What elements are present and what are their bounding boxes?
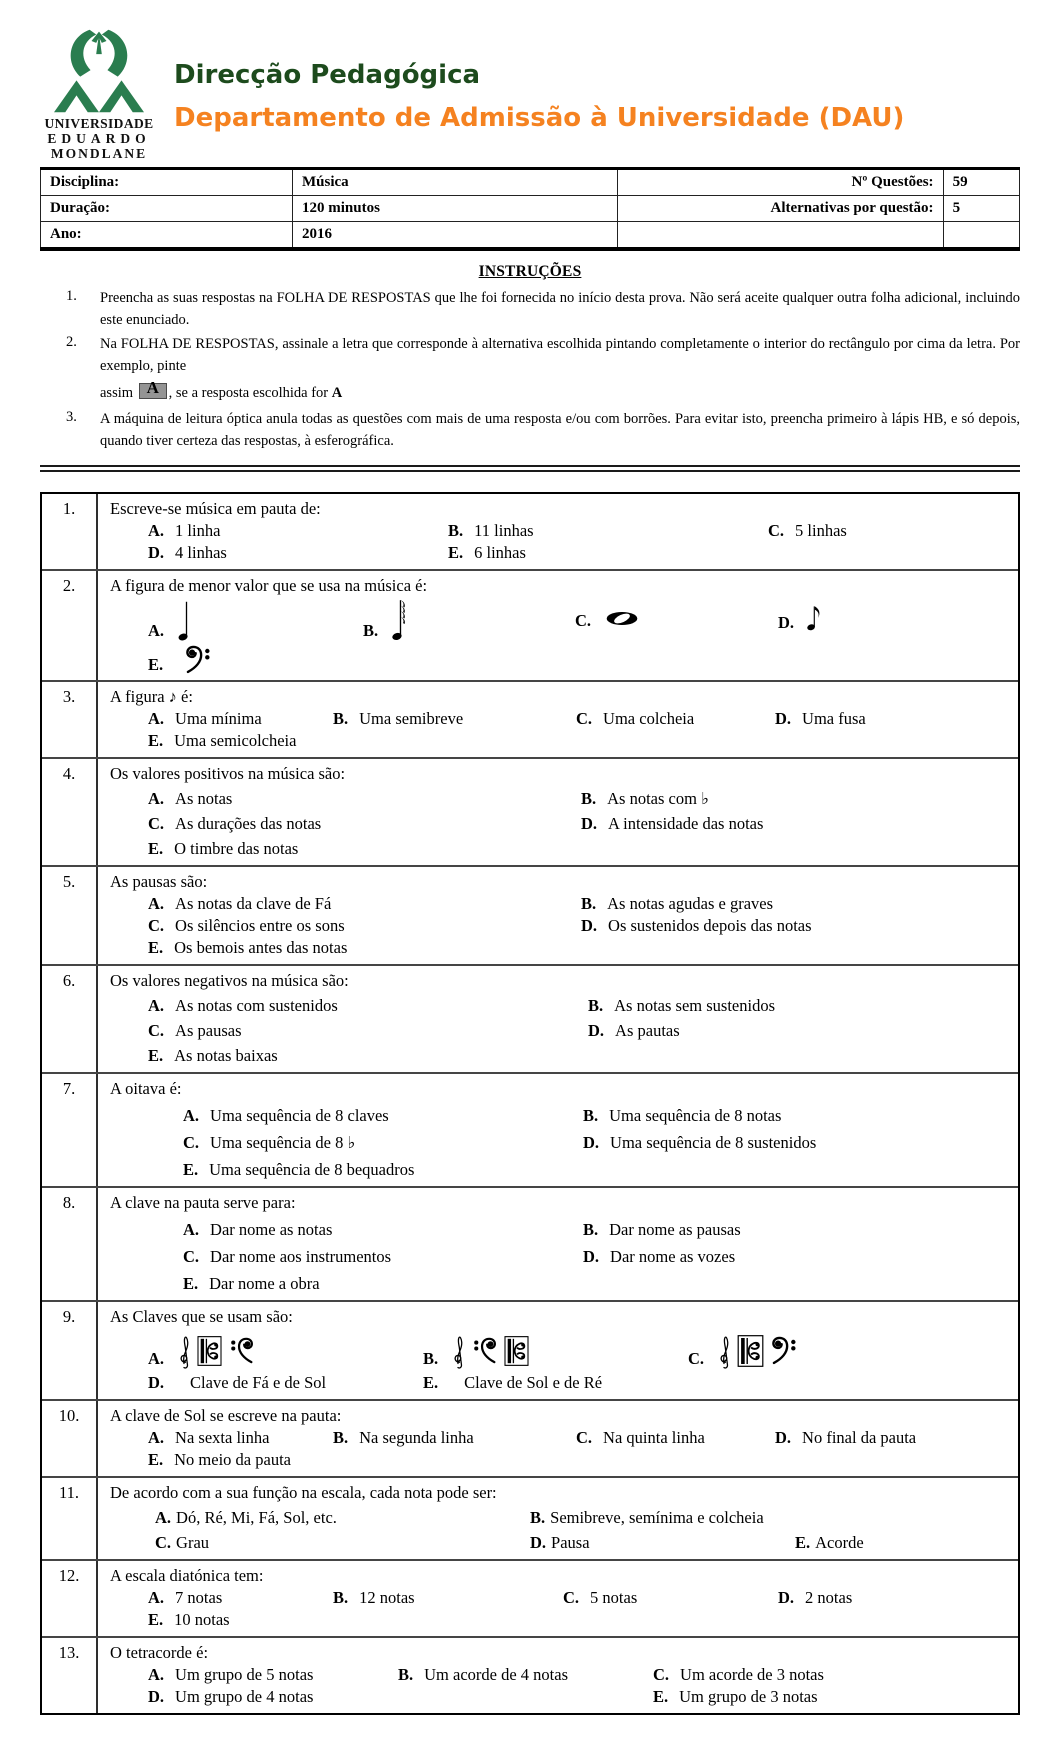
option: E. Os bemois antes das notas [148, 937, 348, 957]
option: C. Uma colcheia [576, 708, 695, 728]
question-row [42, 1478, 1018, 1561]
option: B. As notas sem sustenidos [588, 995, 776, 1015]
option: E. Clave de Sol e de Ré [423, 1372, 603, 1392]
option: A. Na sexta linha [148, 1427, 270, 1447]
alternativas-value: 5 [943, 196, 1019, 222]
reversed-bass-clef-icon [228, 1337, 255, 1365]
filled-answer-box-icon: A [139, 383, 167, 399]
option: D. Pausa [530, 1532, 590, 1552]
option: E. Acorde [795, 1532, 864, 1552]
option: E. 6 linhas [448, 542, 526, 562]
header [40, 26, 1020, 161]
instruction-item [40, 334, 1020, 407]
instruction-example-line [100, 378, 1020, 405]
question-row [42, 682, 1018, 759]
option: B. Um acorde de 4 notas [398, 1664, 569, 1684]
option: D. Um grupo de 4 notas [148, 1686, 314, 1706]
instruction-text [100, 334, 1020, 407]
direccao-pedagogica-title: Direcção Pedagógica [174, 60, 481, 90]
instruction-number: 1. [66, 288, 77, 305]
question-prompt: O tetracorde é: [110, 1642, 209, 1662]
question-prompt: A clave na pauta serve para: [110, 1192, 296, 1212]
disciplina-value: Música [292, 169, 617, 196]
option: E. Uma semicolcheia [148, 730, 297, 750]
instructions-title: INSTRUÇÕES [478, 263, 582, 281]
question-number: 2. [42, 571, 98, 680]
question-number: 7. [42, 1074, 98, 1186]
question-row [42, 1074, 1018, 1188]
option: C. [688, 1333, 1010, 1369]
option: A. Uma mínima [148, 708, 262, 728]
exam-info-table [40, 167, 1020, 251]
question-number: 5. [42, 867, 98, 964]
option: D. A intensidade das notas [581, 813, 764, 833]
option: C. As durações das notas [148, 813, 322, 833]
question-prompt: Escreve-se música em pauta de: [110, 498, 321, 518]
empty-cell [943, 222, 1019, 250]
uem-emblem-icon [51, 26, 147, 116]
alto-clef-icon [737, 1335, 764, 1367]
logo-line-1: UNIVERSIDADE [44, 116, 154, 131]
quarter-note-icon [176, 601, 192, 641]
duracao-label: Duração: [41, 196, 293, 222]
option: C. 5 notas [563, 1587, 638, 1607]
option: D. Uma fusa [775, 708, 866, 728]
treble-clef-icon [452, 1333, 465, 1369]
option: A. As notas da clave de Fá [148, 893, 332, 913]
option: D. No final da pauta [775, 1427, 917, 1447]
instruction-number: 3. [66, 409, 77, 426]
ano-label: Ano: [41, 222, 293, 250]
option: D. Os sustenidos depois das notas [581, 915, 812, 935]
option: A. Um grupo de 5 notas [148, 1664, 314, 1684]
question-prompt: A figura ♪ é: [110, 686, 193, 706]
option: E. As notas baixas [148, 1045, 278, 1065]
option: B. As notas agudas e graves [581, 893, 774, 913]
table-row [41, 196, 1020, 222]
logo-line-2: EDUARDO [47, 131, 151, 147]
option: D. 4 linhas [148, 542, 227, 562]
duracao-value: 120 minutos [292, 196, 617, 222]
option: C. Os silêncios entre os sons [148, 915, 345, 935]
instruction-number: 2. [66, 333, 77, 350]
question-row [42, 494, 1018, 571]
option: B. Uma semibreve [333, 708, 464, 728]
alto-clef-icon [197, 1336, 222, 1366]
question-number: 10. [42, 1401, 98, 1476]
option: C. 5 linhas [768, 520, 847, 540]
option: A. As notas com sustenidos [148, 995, 338, 1015]
question-number: 4. [42, 759, 98, 865]
treble-clef-icon [178, 1333, 191, 1369]
option: C. Na quinta linha [576, 1427, 705, 1447]
question-number: 12. [42, 1561, 98, 1636]
question-row [42, 759, 1018, 867]
option: D. As pautas [588, 1020, 680, 1040]
question-row [42, 1638, 1018, 1713]
question-prompt: Os valores negativos na música são: [110, 970, 349, 990]
option: A. Dó, Ré, Mi, Fá, Sol, etc. [155, 1507, 337, 1527]
eighth-note-icon [806, 605, 823, 633]
option: D. 2 notas [778, 1587, 853, 1607]
option: B. [423, 1333, 688, 1369]
question-prompt: As Claves que se usam são: [110, 1306, 293, 1326]
whole-note-icon [603, 610, 641, 627]
question-row [42, 1401, 1018, 1478]
table-row [41, 222, 1020, 250]
question-row [42, 571, 1018, 682]
question-row [42, 1188, 1018, 1302]
option: A. Uma sequência de 8 claves [183, 1105, 389, 1125]
option: C. Dar nome aos instrumentos [183, 1246, 392, 1266]
instruction-text-main: Na FOLHA DE RESPOSTAS, assinale a letra que corresponde à alternativa escolhida pintando completamente o interior do rectângulo por cima da letra. Por exemplo, pinte [100, 335, 1020, 374]
reversed-bass-clef-icon [471, 1337, 498, 1365]
question-row [42, 867, 1018, 966]
instruction-text: A máquina de leitura óptica anula todas as questões com mais de uma resposta e/ou com borrões. Para evitar isto, preencha primeiro à lápis HB, e só depois, quando tiver certeza das respostas, à esferográfica. [100, 411, 1020, 449]
instruction-suffix: , se a resposta escolhida for [168, 385, 329, 402]
question-prompt: A oitava é: [110, 1078, 182, 1098]
question-row [42, 966, 1018, 1074]
alto-clef-icon [504, 1336, 529, 1366]
question-number: 8. [42, 1188, 98, 1300]
question-row [42, 1302, 1018, 1401]
num-questoes-label: Nº Questões: [618, 169, 943, 196]
instruction-text: Preencha as suas respostas na FOLHA DE RESPOSTAS que lhe foi fornecida no início desta prova. Não será aceite qualquer outra folha adicional, incluindo este enunciado. [100, 290, 1020, 329]
section-divider [40, 465, 1020, 472]
question-number: 3. [42, 682, 98, 757]
option: B. Semibreve, semínima e colcheia [530, 1507, 764, 1527]
option: E. 10 notas [148, 1609, 230, 1629]
option: B. Uma sequência de 8 notas [583, 1105, 782, 1125]
question-prompt: A escala diatónica tem: [110, 1565, 264, 1585]
option-letter: E. [148, 654, 164, 674]
question-prompt: De acordo com a sua função na escala, cada nota pode ser: [110, 1482, 497, 1502]
option: B. [363, 599, 575, 641]
option: C. Um acorde de 3 notas [653, 1664, 824, 1684]
question-number: 11. [42, 1478, 98, 1559]
option: E. No meio da pauta [148, 1449, 291, 1469]
option: D. [778, 605, 1010, 641]
instruction-item [40, 288, 1020, 332]
option: C. [575, 610, 778, 641]
question-row [42, 1561, 1018, 1638]
question-number: 13. [42, 1638, 98, 1713]
question-number: 9. [42, 1302, 98, 1399]
questions-table [40, 492, 1020, 1715]
question-prompt: A figura de menor valor que se usa na música é: [110, 575, 428, 595]
option: A. [148, 1333, 423, 1369]
bass-clef-icon [184, 645, 213, 675]
option: B. 12 notas [333, 1587, 415, 1607]
empty-cell [618, 222, 943, 250]
alternativas-label: Alternativas por questão: [618, 196, 943, 222]
bass-clef-icon [770, 1336, 799, 1366]
disciplina-label: Disciplina: [41, 169, 293, 196]
answer-letter-bold: A [331, 385, 343, 402]
question-prompt: As pausas são: [110, 871, 208, 891]
option: E. Um grupo de 3 notas [653, 1686, 818, 1706]
sixty-fourth-note-icon [390, 599, 409, 641]
option: A. 7 notas [148, 1587, 223, 1607]
option: B. Dar nome as pausas [583, 1219, 741, 1239]
num-questoes-value: 59 [943, 169, 1019, 196]
question-prompt: A clave de Sol se escreve na pauta: [110, 1405, 342, 1425]
treble-clef-icon [718, 1333, 731, 1369]
option: D. Uma sequência de 8 sustenidos [583, 1132, 817, 1152]
instructions-section [40, 263, 1020, 452]
option: C. Uma sequência de 8 ♭ [183, 1132, 356, 1152]
option: C. As pausas [148, 1020, 242, 1040]
option: B. Na segunda linha [333, 1427, 474, 1447]
header-titles [174, 26, 904, 161]
departamento-title: Departamento de Admissão à Universidade (DAU) [174, 103, 905, 133]
option: D. Clave de Fá e de Sol [148, 1372, 327, 1392]
option: E. Uma sequência de 8 bequadros [183, 1159, 415, 1179]
option: E. O timbre das notas [148, 838, 299, 858]
option: A. Dar nome as notas [183, 1219, 333, 1239]
logo-text [40, 116, 158, 161]
assim-word: assim [100, 385, 134, 402]
question-prompt: Os valores positivos na música são: [110, 763, 346, 783]
table-row [41, 169, 1020, 196]
option: C. Grau [155, 1532, 210, 1552]
question-number: 6. [42, 966, 98, 1072]
university-logo [40, 26, 158, 161]
question-number: 1. [42, 494, 98, 569]
option: A. [148, 601, 363, 641]
option: A. 1 linha [148, 520, 221, 540]
logo-line-3: MONDLANE [50, 146, 148, 162]
option: B. As notas com ♭ [581, 788, 709, 808]
instruction-item [40, 409, 1020, 453]
option: E. Dar nome a obra [183, 1273, 320, 1293]
option: D. Dar nome as vozes [583, 1246, 736, 1266]
option: A. As notas [148, 788, 233, 808]
ano-value: 2016 [292, 222, 617, 250]
option: B. 11 linhas [448, 520, 534, 540]
